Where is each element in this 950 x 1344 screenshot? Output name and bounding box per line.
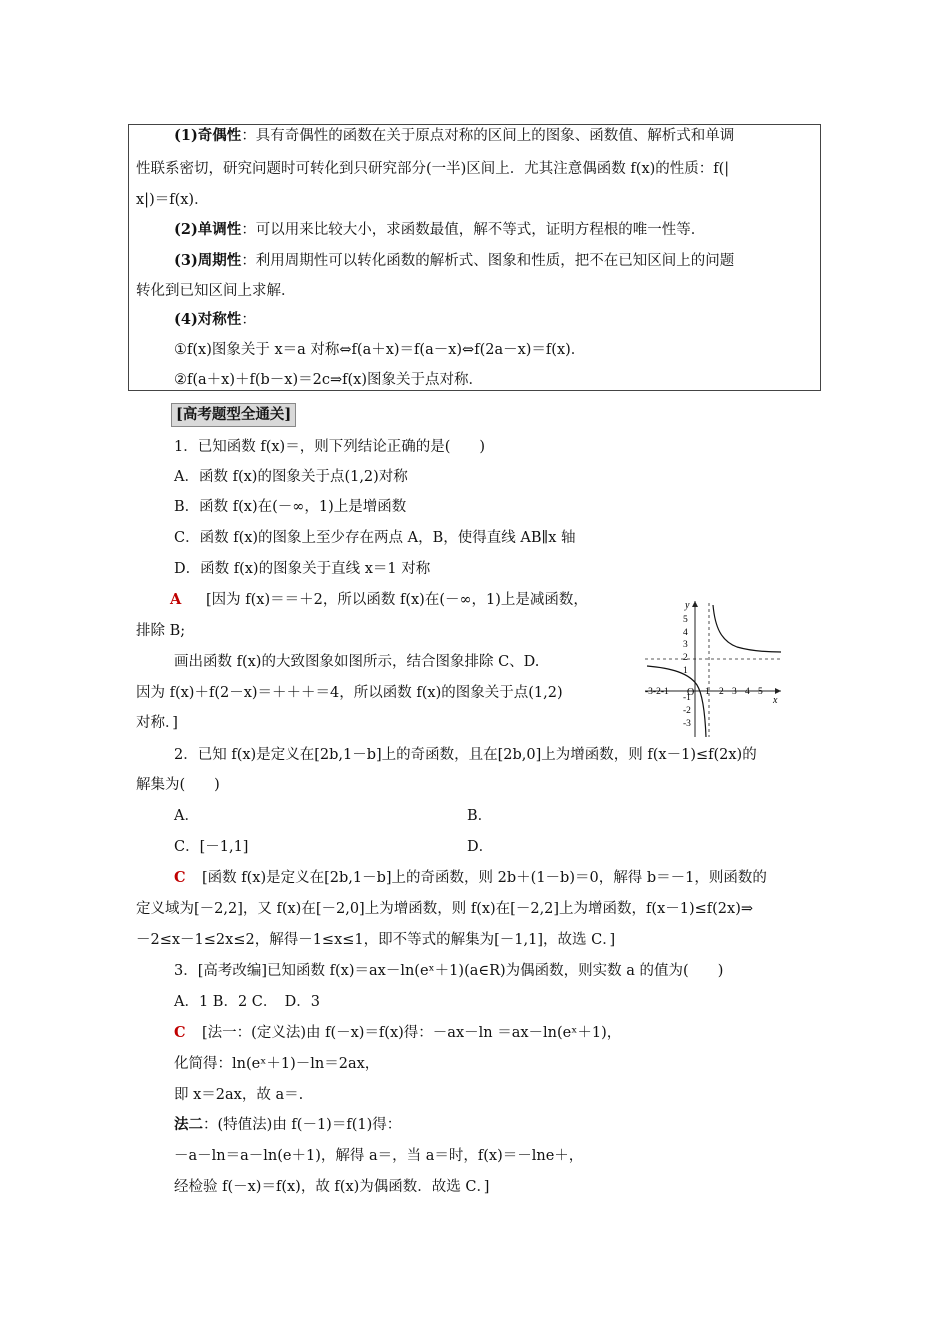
q2-answer: C [174, 869, 186, 886]
q1-solution-line-1: A [因为 f(x)＝＝＋2，所以函数 f(x)在(－∞，1)上是减函数， [170, 591, 588, 608]
function-graph [641, 597, 785, 739]
y-tick-labels [683, 615, 691, 729]
q3-options: A．1 B．2 C． D．3 [174, 994, 320, 1010]
q2-option-a: A． [174, 808, 199, 824]
y-tick-label: 1 [683, 666, 688, 676]
box-line-4: (2)单调性：可以用来比较大小，求函数最值，解不等式，证明方程根的唯一性等． [174, 221, 706, 238]
box-line-5: (3)周期性：利用周期性可以转化函数的解析式、图象和性质，把不在已知区间上的问题 [174, 252, 735, 269]
q2-option-c: C．[－1,1] [174, 839, 249, 855]
q1-stem: 1．已知函数 f(x)＝，则下列结论正确的是( ) [174, 439, 486, 455]
q1-answer: A [170, 591, 182, 608]
x-tick-label: 5 [758, 687, 763, 697]
q3-solution-line-5: －a－ln＝a－ln(e＋1)，解得 a＝，当 a＝时，f(x)＝－lne＋， [174, 1148, 584, 1164]
y-axis-label: y [685, 600, 690, 611]
y-tick-label: -1 [683, 693, 691, 703]
x-axis-label: x [773, 695, 778, 706]
q1-solution-line-3: 画出函数 f(x)的大致图象如图所示，结合图象排除 C、D. [174, 654, 540, 670]
box-line-3: x|)＝f(x)． [136, 192, 209, 208]
q1-solution-line-5: 对称．] [136, 715, 178, 731]
curve-left-branch [647, 666, 706, 737]
q2-option-b: B． [467, 808, 493, 824]
q1-solution-line-2: 排除 B; [136, 623, 186, 639]
y-tick-label: 5 [683, 615, 688, 625]
y-tick-label: 4 [683, 628, 688, 638]
q3-solution-line-4: 法二：(特值法)由 f(－1)＝f(1)得： [174, 1116, 402, 1133]
x-tick-label: 1 [705, 687, 710, 697]
box-line-8: ①f(x)图象关于 x＝a 对称⇔f(a＋x)＝f(a－x)⇔f(2a－x)＝f(x)． [174, 342, 586, 358]
y-tick-label: -3 [683, 719, 691, 729]
box-line-9: ②f(a＋x)＋f(b－x)＝2c⇒f(x)图象关于点对称． [174, 372, 483, 388]
origin-label: O [687, 687, 695, 698]
monotonic-label: (2)单调性 [174, 221, 242, 238]
y-tick-label: 3 [683, 640, 688, 650]
box-line-6: 转化到已知区间上求解． [136, 283, 296, 299]
q1-option-a: A．函数 f(x)的图象关于点(1,2)对称 [174, 469, 408, 485]
symmetry-label: (4)对称性 [174, 311, 242, 328]
q2-solution-line-1: C [函数 f(x)是定义在[2b,1－b]上的奇函数，则 2b＋(1－b)＝0，解得 b＝－1，则函数的 [174, 869, 767, 886]
section-header: [高考题型全通关] [171, 403, 296, 427]
q2-option-d: D． [467, 839, 494, 855]
q1-solution-line-4: 因为 f(x)＋f(2－x)＝＋＋＋＝4，所以函数 f(x)的图象关于点(1,2) [136, 685, 563, 701]
q2-stem-line-2: 解集为( ) [136, 777, 220, 793]
q2-stem-line-1: 2．已知 f(x)是定义在[2b,1－b]上的奇函数，且在[2b,0]上为增函数，则 f(x－1)≤f(2x)的 [174, 747, 757, 763]
q1-option-c: C．函数 f(x)的图象上至少存在两点 A，B，使得直线 AB∥x 轴 [174, 530, 576, 546]
q3-answer: C [174, 1024, 186, 1041]
q3-solution-line-6: 经检验 f(－x)＝f(x)，故 f(x)为偶函数．故选 C．] [174, 1179, 490, 1195]
x-tick-label: 2 [719, 687, 724, 697]
box-line-2: 性联系密切，研究问题时可转化到只研究部分(一半)区间上．尤其注意偶函数 f(x)的性质：f(| [136, 161, 730, 177]
x-tick-label: 4 [745, 687, 750, 697]
period-label: (3)周期性 [174, 252, 242, 269]
x-tick-labels-negative: -3-2-1 [645, 687, 669, 697]
q3-solution-line-1: C [法一：(定义法)由 f(－x)＝f(x)得：－ax－ln ＝ax－ln(eˣ＋1)， [174, 1024, 622, 1041]
q2-solution-line-2: 定义域为[－2,2]，又 f(x)在[－2,0]上为增函数，则 f(x)在[－2,2]上为增函数，f(x－1)≤f(2x)⇒ [136, 901, 754, 917]
q3-solution-line-2: 化简得：ln(eˣ＋1)－ln＝2ax， [174, 1056, 380, 1072]
q2-solution-line-3: －2≤x－1≤2x≤2，解得－1≤x≤1，即不等式的解集为[－1,1]，故选 C．] [136, 932, 616, 948]
q3-stem: 3．[高考改编]已知函数 f(x)＝ax－ln(eˣ＋1)(a∈R)为偶函数，则实数 a 的值为( ) [174, 963, 724, 979]
curve-right-branch [713, 605, 781, 652]
y-axis-arrow [692, 601, 698, 607]
x-tick-label: 3 [732, 687, 737, 697]
box-line-1: (1)奇偶性：具有奇偶性的函数在关于原点对称的区间上的图象、函数值、解析式和单调 [174, 127, 735, 144]
q1-option-d: D．函数 f(x)的图象关于直线 x＝1 对称 [174, 561, 431, 577]
x-tick-labels-positive [705, 687, 763, 697]
y-tick-label: -2 [683, 706, 691, 716]
x-axis-arrow [775, 688, 781, 694]
q3-solution-line-3: 即 x＝2ax，故 a＝. [174, 1087, 304, 1103]
q1-option-b: B．函数 f(x)在(－∞，1)上是增函数 [174, 499, 407, 515]
parity-label: (1)奇偶性 [174, 127, 242, 144]
y-tick-label: 2 [683, 653, 688, 663]
box-line-7: (4)对称性： [174, 311, 256, 328]
method-two-label: 法二 [174, 1116, 203, 1133]
